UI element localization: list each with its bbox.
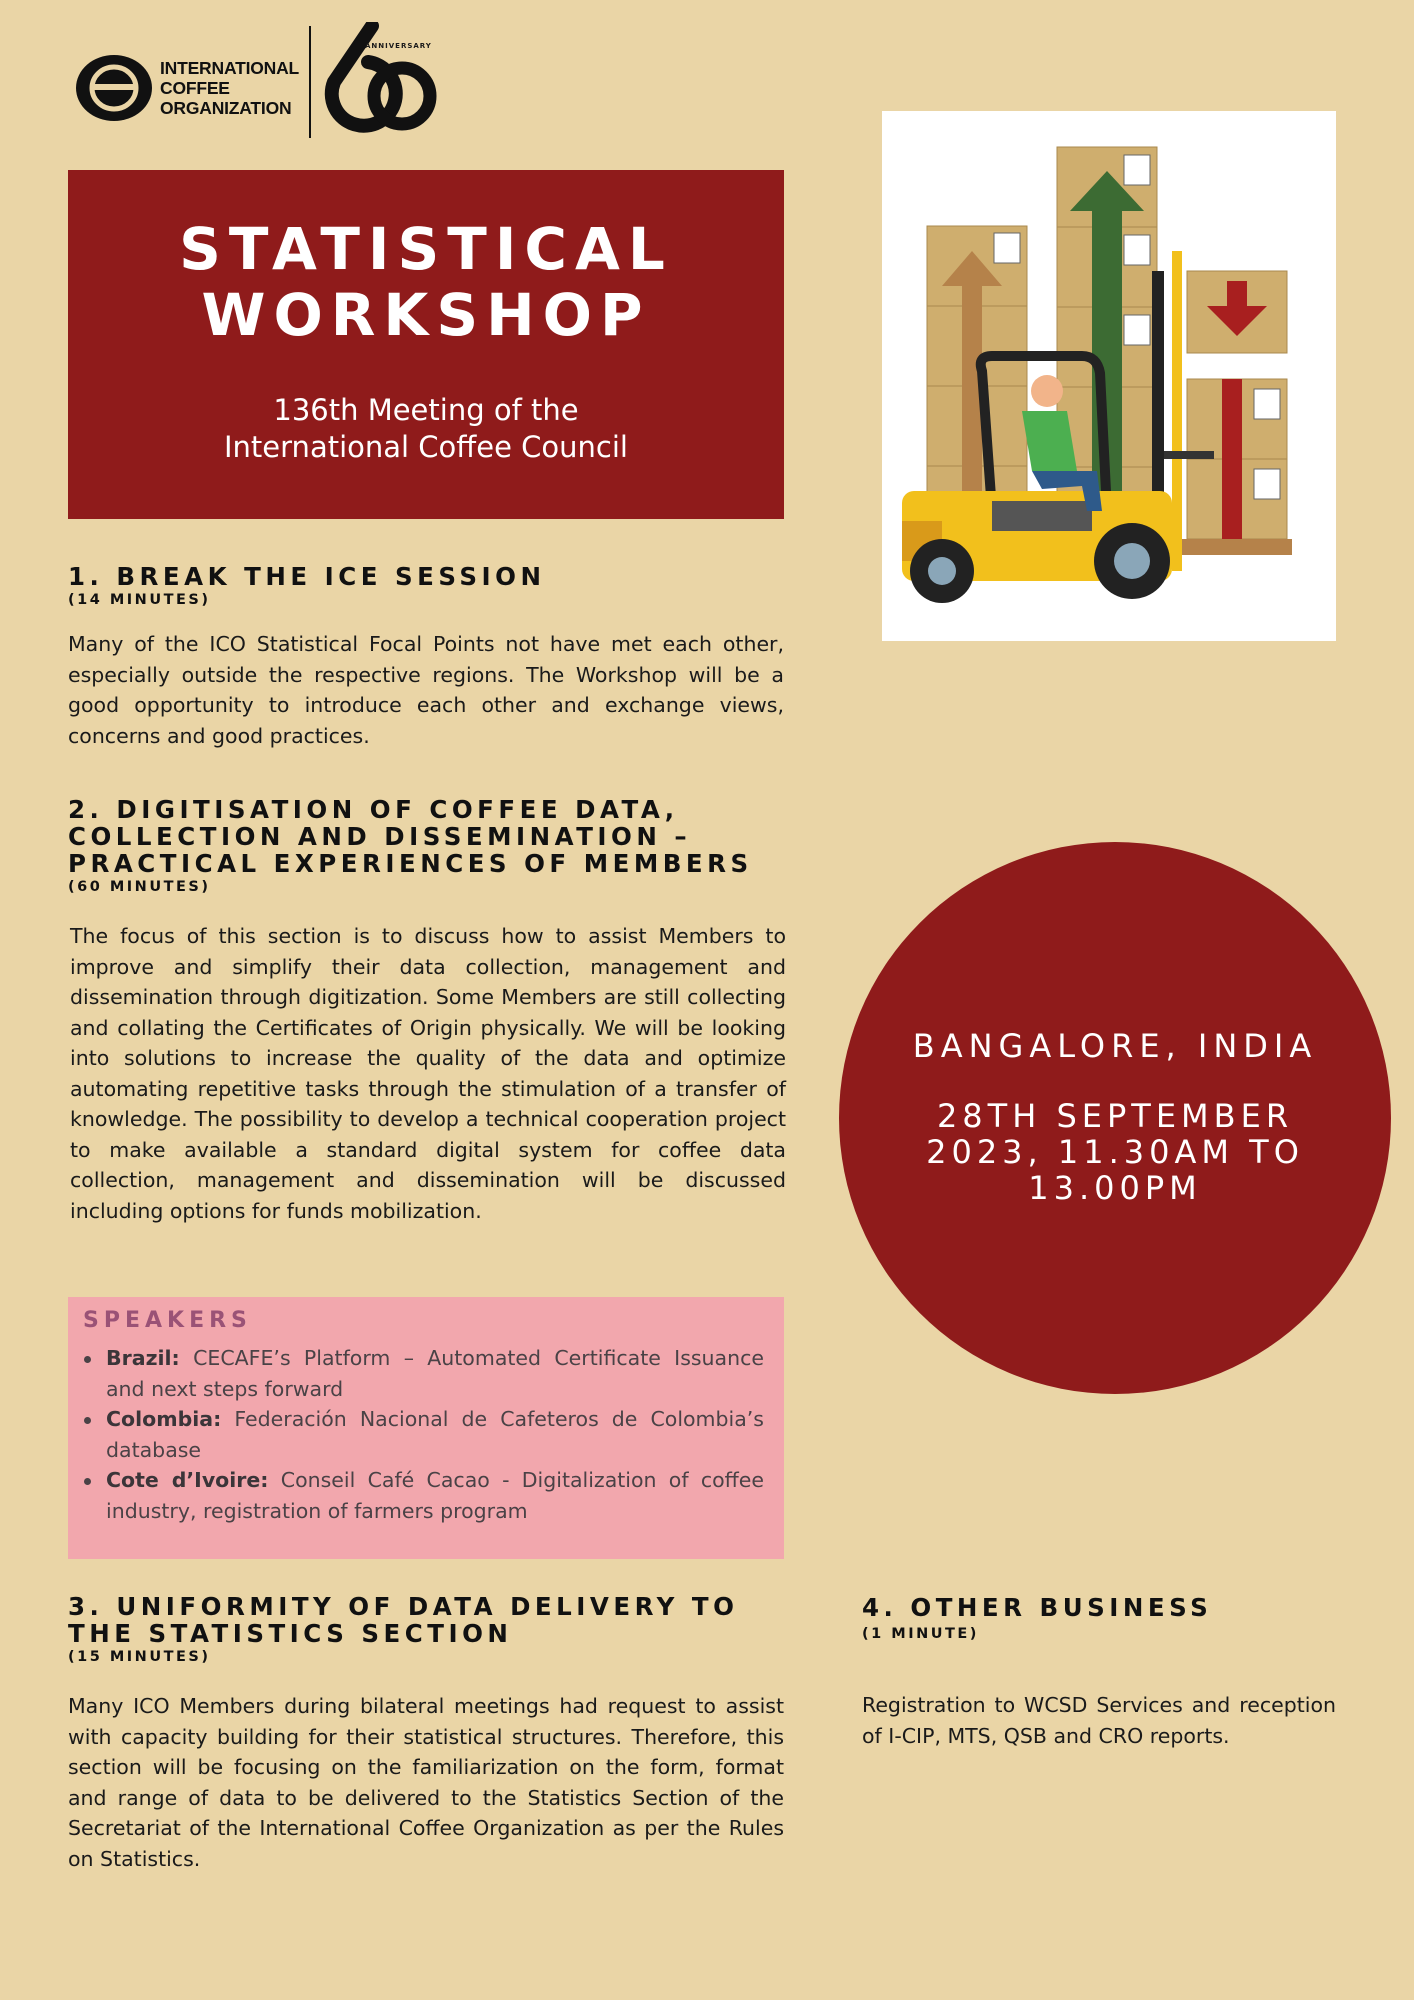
title-banner [68, 170, 784, 519]
section-3 [68, 1593, 784, 1874]
section-1-duration: (14 MINUTES) [68, 592, 211, 608]
speaker-country: Cote d’Ivoire: [106, 1468, 269, 1492]
org-line-1: INTERNATIONAL [160, 58, 300, 78]
section-3-body: Many ICO Members during bilateral meetings had request to assist with capacity building for their statistical structures. Therefore, this section will be focusing on the familiarization on the form, format and range of data to be delivered to the Statistics Section of the Secretariat of the International Coffee Organization as per the Rules on Statistics. [68, 1694, 784, 1871]
event-datetime: 28TH SEPTEMBER 2023, 11.30AM TO 13.00PM [926, 1097, 1304, 1207]
title-line-1: STATISTICAL [179, 215, 673, 283]
org-line-3: ORGANIZATION [160, 98, 292, 118]
speakers-title: SPEAKERS [83, 1308, 252, 1333]
speaker-item-cote-divoire [106, 1465, 764, 1526]
section-2-body: The focus of this section is to discuss how to assist Members to improve and simplify their data collection, management and dissemination through digitization. Some Members are still collecting and collating the Certificates of Origin physically. We will be looking into solutions to increase the quality of the data and optimize automating repetitive tasks through the stimulation of a transfer of knowledge. The possibility to develop a technical cooperation project to make available a standard digital system for coffee data collection, management and dissemination will be discussed including options for funds mobilization. [70, 924, 786, 1223]
section-4-heading: 4. OTHER BUSINESS [862, 1593, 1213, 1622]
speaker-country: Brazil: [106, 1346, 180, 1370]
speaker-topic: Federación Nacional de Cafeteros de Colombia’s database [106, 1407, 764, 1462]
org-name [160, 58, 299, 118]
section-1 [68, 563, 784, 751]
speaker-country: Colombia: [106, 1407, 222, 1431]
forklift-with-boxes-icon [882, 111, 1336, 641]
section-1-heading: 1. BREAK THE ICE SESSION [68, 562, 546, 591]
workshop-title [68, 216, 784, 348]
meeting-subtitle: 136th Meeting of the International Coffee Council [224, 393, 628, 464]
speakers-list [106, 1343, 764, 1526]
event-details-circle [839, 842, 1391, 1394]
speakers-box [68, 1297, 784, 1559]
speaker-item-brazil [106, 1343, 764, 1404]
speaker-topic: Conseil Café Cacao - Digitalization of coffee industry, registration of farmers program [106, 1468, 764, 1523]
anniversary-label: ANNIVERSARY [365, 42, 432, 50]
section-4 [862, 1594, 1336, 1751]
section-2-heading: 2. DIGITISATION OF COFFEE DATA, COLLECTION AND DISSEMINATION – PRACTICAL EXPERIENCES OF MEMBERS [68, 795, 753, 878]
speaker-item-colombia [106, 1404, 764, 1465]
section-3-duration: (15 MINUTES) [68, 1649, 211, 1665]
event-location: BANGALORE, INDIA [912, 1027, 1318, 1065]
section-3-heading: 3. UNIFORMITY OF DATA DELIVERY TO THE STATISTICS SECTION [68, 1592, 739, 1648]
speaker-topic: CECAFE’s Platform – Automated Certificate Issuance and next steps forward [106, 1346, 764, 1401]
section-4-duration: (1 MINUTE) [862, 1626, 979, 1642]
section-2 [68, 796, 786, 1226]
org-line-2: COFFEE [160, 78, 230, 98]
section-1-body: Many of the ICO Statistical Focal Points not have met each other, especially outside the respective regions. The Workshop will be a good opportunity to introduce each other and exchange views, concerns and good practices. [68, 632, 784, 748]
section-2-duration: (60 MINUTES) [68, 879, 211, 895]
forklift-illustration [882, 111, 1336, 641]
title-line-2: WORKSHOP [201, 281, 651, 349]
ico-logo [72, 22, 452, 142]
section-4-body: Registration to WCSD Services and reception of I-CIP, MTS, QSB and CRO reports. [862, 1693, 1336, 1748]
